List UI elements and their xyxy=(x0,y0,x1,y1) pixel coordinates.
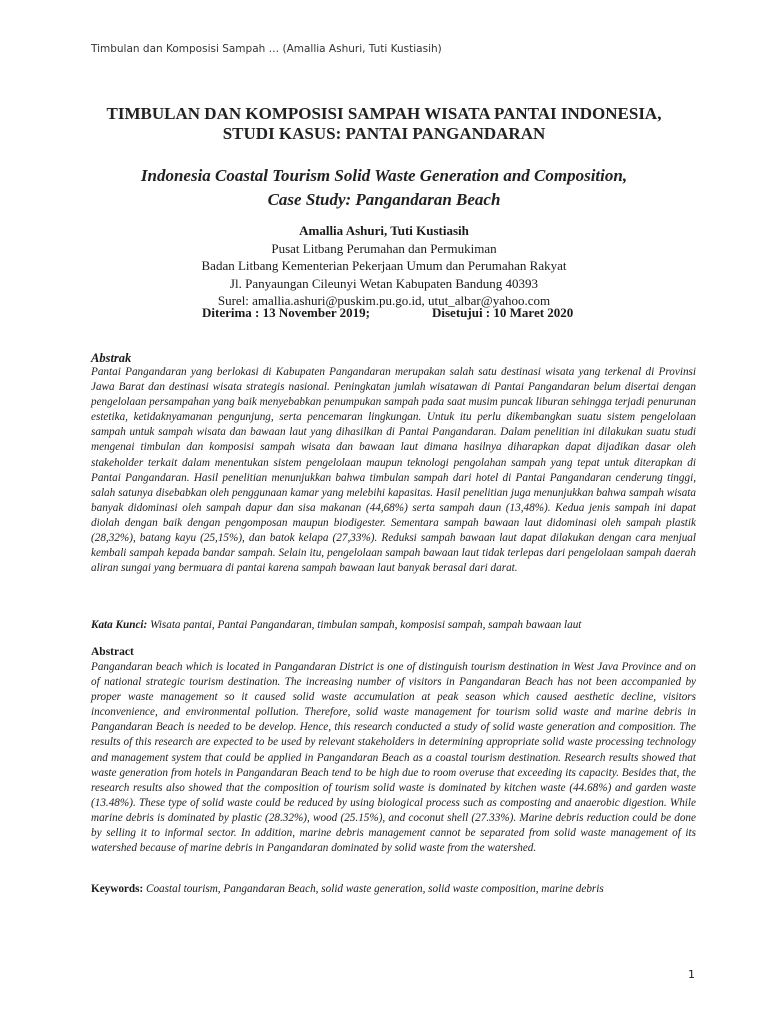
accepted-date: Disetujui : 10 Maret 2020 xyxy=(432,305,574,320)
title-id-line-2: STUDI KASUS: PANTAI PANGANDARAN xyxy=(222,124,546,143)
affiliation-line-1: Pusat Litbang Perumahan dan Permukiman xyxy=(271,240,497,256)
title-indonesian xyxy=(60,104,708,144)
kata-kunci xyxy=(91,618,696,633)
running-head: Timbulan dan Komposisi Sampah … (Amallia Ashuri, Tuti Kustiasih) xyxy=(91,43,442,55)
abstract-text: Pangandaran beach which is located in Pangandaran District is one of distinguish tourism destination in West Java Province and on of national strategic tourism destination. The increasing number of visitors in Pangandaran Beach has not been accompanied by proper waste management so it caused solid waste accumulation at peak season which caused aesthetic decline, visitors inconvenience, and environmental pollution. Therefore, solid waste management for tourism solid waste and marine debris in Pangandaran Beach is needed to be develop. Hence, this research conducted a study of solid waste generation and composition. The results of this research are expected to be used by relevant stakeholders in determining appropriate solid waste processing technology and management system that could be applied in Pangandaran Beach as a coastal tourism destination. Research results showed that waste generation from hotels in Pangandaran Beach tend to be high due to room overuse that exceeding its capacity. Besides that, the research results also showed that the composition of tourism solid waste is dominated by kitchen waste (44.68%) and garden waste (13.48%). These type of solid waste could be reduced by using biological process such as composting and anaerobic digestion. While marine debris is dominated by plastic (28.32%), wood (25.15%), and coconut shell (27.33%). Marine debris reduction could be done by selling it to informal sector. In addition, marine debris management cannot be separated from solid waste management of its watershed because of marine debris in Pangandaran dominated by solid waste from the watershed. xyxy=(91,661,696,855)
abstrak-heading: Abstrak xyxy=(91,351,132,365)
keywords xyxy=(91,882,696,897)
page-number: 1 xyxy=(688,968,695,981)
author-names: Amallia Ashuri, Tuti Kustiasih xyxy=(299,223,469,238)
title-id-line-1: TIMBULAN DAN KOMPOSISI SAMPAH WISATA PANTAI INDONESIA, xyxy=(106,104,662,123)
affiliation-address: Jl. Panyaungan Cileunyi Wetan Kabupaten Bandung 40393 xyxy=(229,275,539,291)
title-en-line-2: Case Study: Pangandaran Beach xyxy=(267,190,501,209)
keywords-text: Coastal tourism, Pangandaran Beach, solid waste generation, solid waste composition, marine debris xyxy=(146,883,604,895)
title-en-line-1: Indonesia Coastal Tourism Solid Waste Generation and Composition, xyxy=(140,166,628,185)
keywords-label: Keywords: xyxy=(91,883,144,895)
kata-kunci-text: Wisata pantai, Pantai Pangandaran, timbulan sampah, komposisi sampah, sampah bawaan laut xyxy=(150,619,582,631)
abstrak-text: Pantai Pangandaran yang berlokasi di Kabupaten Pangandaran merupakan salah satu destinasi wisata yang terkenal di Provinsi Jawa Barat dan destinasi wisata strategis nasional. Peningkatan jumlah wisatawan di Pantai Pangandaran belum disertai dengan pengelolaan persampahan yang baik menyebabkan penumpukan sampah pada saat musim puncak liburan sehingga terjadi penurunan estetika, ketidaknyamanan pengunjung, serta pencemaran lingkungan. Untuk itu perlu dikembangkan suatu sistem pengelolaan sampah untuk sampah wisata dan bawaan laut yang dihasilkan di Pantai Pangandaran. Dalam penelitian ini dilakukan suatu studi mengenai timbulan dan komposisi sampah wisata dan bawaan laut dimana hasilnya diharapkan dapat dijadikan dasar oleh stakeholder terkait dalam menentukan sistem pengelolaan maupun teknologi pengolahan sampah yang tepat untuk diterapkan di Pantai Pangandaran. Hasil penelitian menunjukkan bahwa timbulan sampah dari hotel di Pantai Pangandaran cenderung tinggi, salah satunya disebabkan oleh penggunaan kamar yang melebihi kapasitas. Hasil penelitian juga menunjukkan bahwa sampah wisata banyak didominasi oleh sampah dapur dan sisa makanan (44,68%) serta sampah daun (13,48%). Kedua jenis sampah ini dapat diolah dengan baik dengan pengomposan maupun biodigester. Sementara sampah bawaan laut didominasi oleh sampah plastik (28,32%), batang kayu (25,15%), dan batok kelapa (27,33%). Reduksi sampah bawaan laut dapat dilakukan dengan cara menjual kembali sampah kepada bandar sampah. Selain itu, pengelolaan sampah bawaan laut tidak terlepas dari pengelolaan sampah daerah aliran sungai yang bermuara di pantai karena sampah bawaan laut banyak berasal dari darat. xyxy=(91,366,696,575)
received-date: Diterima : 13 November 2019; xyxy=(202,305,370,320)
title-english xyxy=(60,164,708,212)
abstract-heading: Abstract xyxy=(91,646,134,658)
title-block xyxy=(60,104,708,212)
author-block xyxy=(60,222,708,310)
kata-kunci-label: Kata Kunci: xyxy=(91,619,148,631)
affiliation-email: Surel: amallia.ashuri@puskim.pu.go.id, utut_albar@yahoo.com xyxy=(217,293,551,308)
affiliation-line-2: Badan Litbang Kementerian Pekerjaan Umum dan Perumahan Rakyat xyxy=(201,258,567,273)
